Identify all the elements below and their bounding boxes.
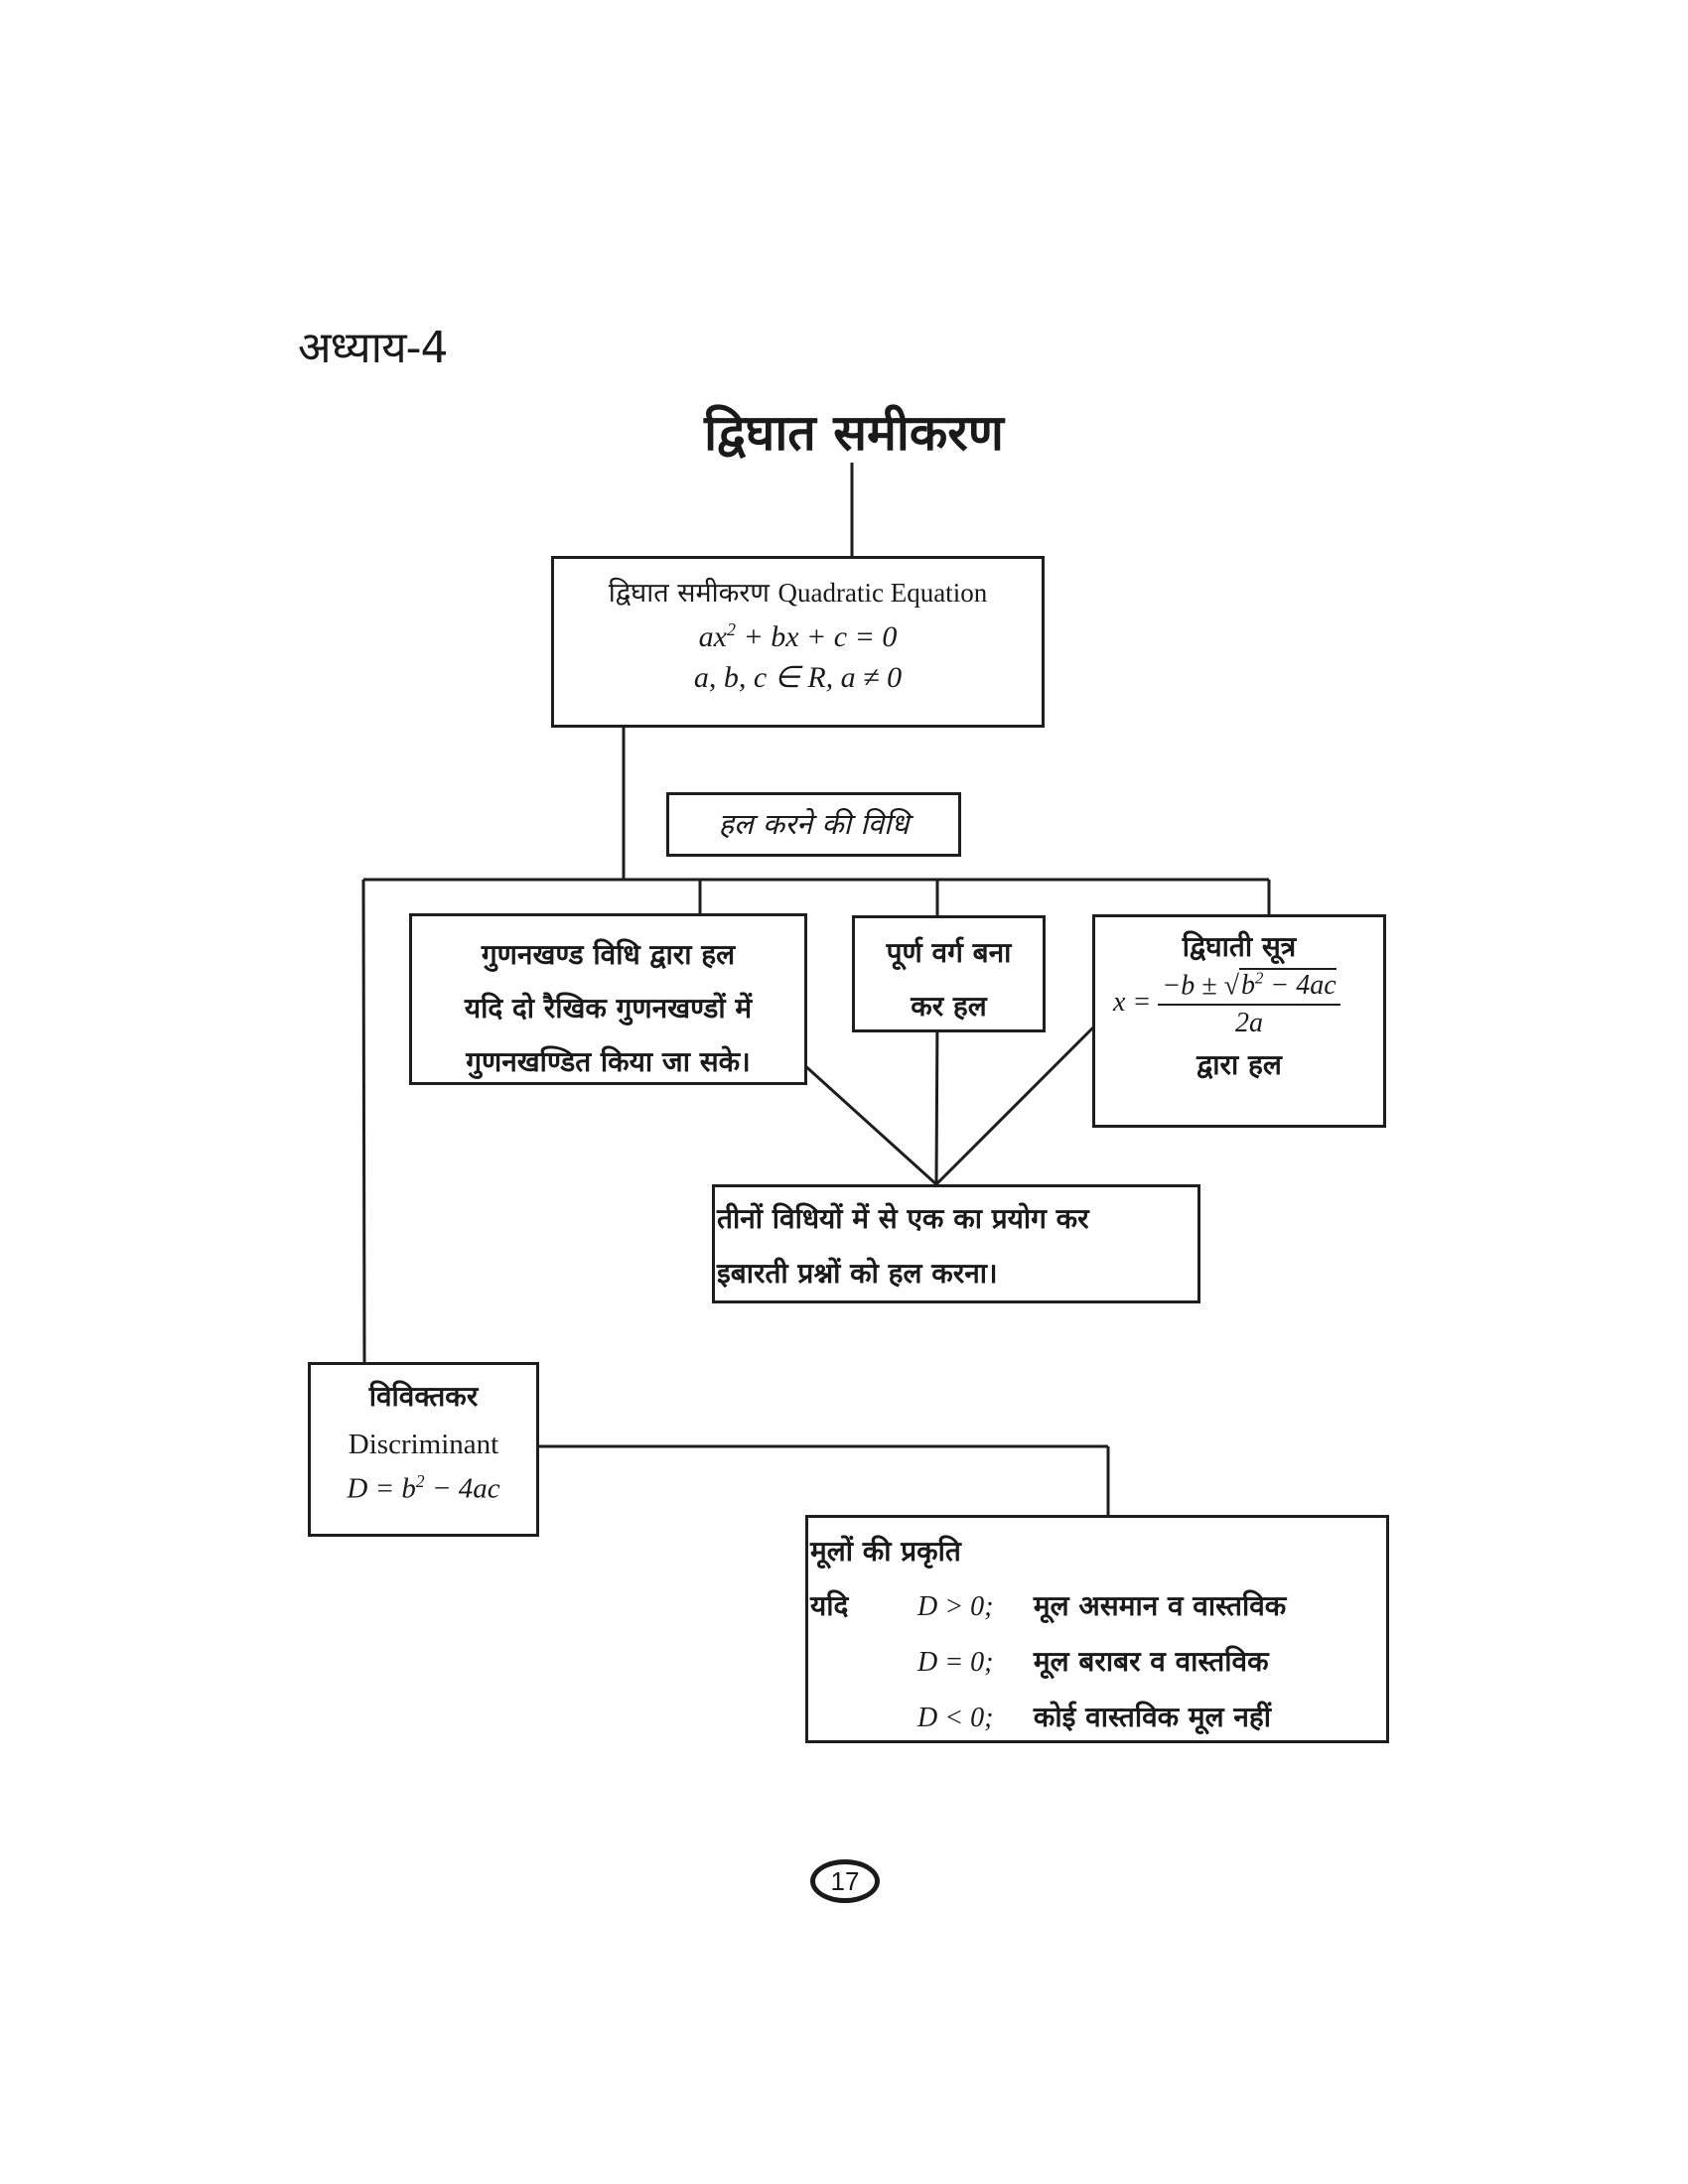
eq-ax: ax <box>698 620 727 653</box>
radicand-exponent: 2 <box>1254 969 1264 988</box>
formula-fraction <box>1158 969 1339 1039</box>
nature-of-roots-box <box>805 1515 1389 1743</box>
factorization-line-1: गुणनखण्ड विधि द्वारा हल <box>481 938 736 971</box>
quadratic-formula-box <box>1092 914 1386 1128</box>
word-problems-line-2: इबारती प्रश्नों को हल करना। <box>717 1257 998 1290</box>
sqrt-radicand <box>1239 968 1336 1001</box>
quadratic-equation-formula <box>554 619 1042 654</box>
completing-square-line-2: कर हल <box>911 990 987 1023</box>
formula-denominator: 2a <box>1235 1008 1263 1039</box>
factorization-line-3: गुणनखण्डित किया जा सके। <box>466 1045 751 1078</box>
word-problems-line-1: तीनों विधियों में से एक का प्रयोग कर <box>717 1202 1089 1235</box>
if-label: यदि <box>810 1589 849 1622</box>
discriminant-box <box>308 1362 539 1537</box>
case-condition: D = 0; <box>917 1647 994 1678</box>
quadratic-formula-heading: द्विघाती सूत्र <box>1182 930 1297 963</box>
radicand-base: b <box>1240 970 1255 1002</box>
numerator-pre: −b ± √ <box>1162 970 1239 1002</box>
discriminant-heading-en: Discriminant <box>348 1429 499 1460</box>
completing-square-box <box>852 915 1046 1032</box>
quadratic-condition: a, b, c ∈ R, a ≠ 0 <box>693 661 903 694</box>
nature-case <box>917 1690 1386 1745</box>
disc-exponent: 2 <box>415 1471 425 1491</box>
completing-square-line-1: पूर्ण वर्ग बना <box>886 936 1012 969</box>
formula-numerator <box>1158 969 1339 1006</box>
solution-methods-box <box>666 792 961 857</box>
case-result: कोई वास्तविक मूल नहीं <box>1033 1701 1272 1733</box>
nature-case <box>917 1578 1386 1634</box>
radicand-rest: − 4ac <box>1263 970 1336 1002</box>
quadratic-heading-hi: द्विघात समीकरण <box>608 578 770 609</box>
page-title: द्विघात समीकरण <box>704 404 1004 462</box>
eq-exponent: 2 <box>726 619 736 639</box>
quadratic-formula-footer: द्वारा हल <box>1196 1048 1282 1082</box>
case-condition: D > 0; <box>917 1591 994 1622</box>
solution-methods-label: हल करने की विधि <box>718 807 910 841</box>
eq-rest: + bx + c = 0 <box>735 620 898 653</box>
quadratic-heading <box>554 573 1042 610</box>
quadratic-formula-expression <box>1095 969 1383 1039</box>
word-problems-box <box>712 1184 1200 1303</box>
case-result: मूल बराबर व वास्तविक <box>1033 1645 1269 1678</box>
chapter-label: अध्याय-4 <box>298 323 448 373</box>
case-result: मूल असमान व वास्तविक <box>1033 1589 1287 1622</box>
nature-heading: मूलों की प्रकृति <box>810 1535 961 1568</box>
page-number: 17 <box>810 1859 880 1903</box>
nature-case <box>917 1634 1386 1690</box>
factorization-method-box <box>409 913 807 1085</box>
quadratic-equation-box <box>551 556 1045 728</box>
nature-cases <box>810 1578 1386 1745</box>
nature-case-list <box>917 1578 1386 1745</box>
formula-lhs: x = <box>1113 987 1152 1019</box>
factorization-line-2: यदि दो रैखिक गुणनखण्डों में <box>464 992 753 1024</box>
disc-rest: − 4ac <box>424 1472 500 1505</box>
discriminant-formula <box>311 1471 536 1506</box>
discriminant-heading-hi: विविक्तकर <box>368 1380 479 1413</box>
quadratic-heading-en: Quadratic Equation <box>777 578 988 608</box>
case-condition: D < 0; <box>917 1703 994 1733</box>
disc-lhs: D = b <box>347 1472 416 1505</box>
